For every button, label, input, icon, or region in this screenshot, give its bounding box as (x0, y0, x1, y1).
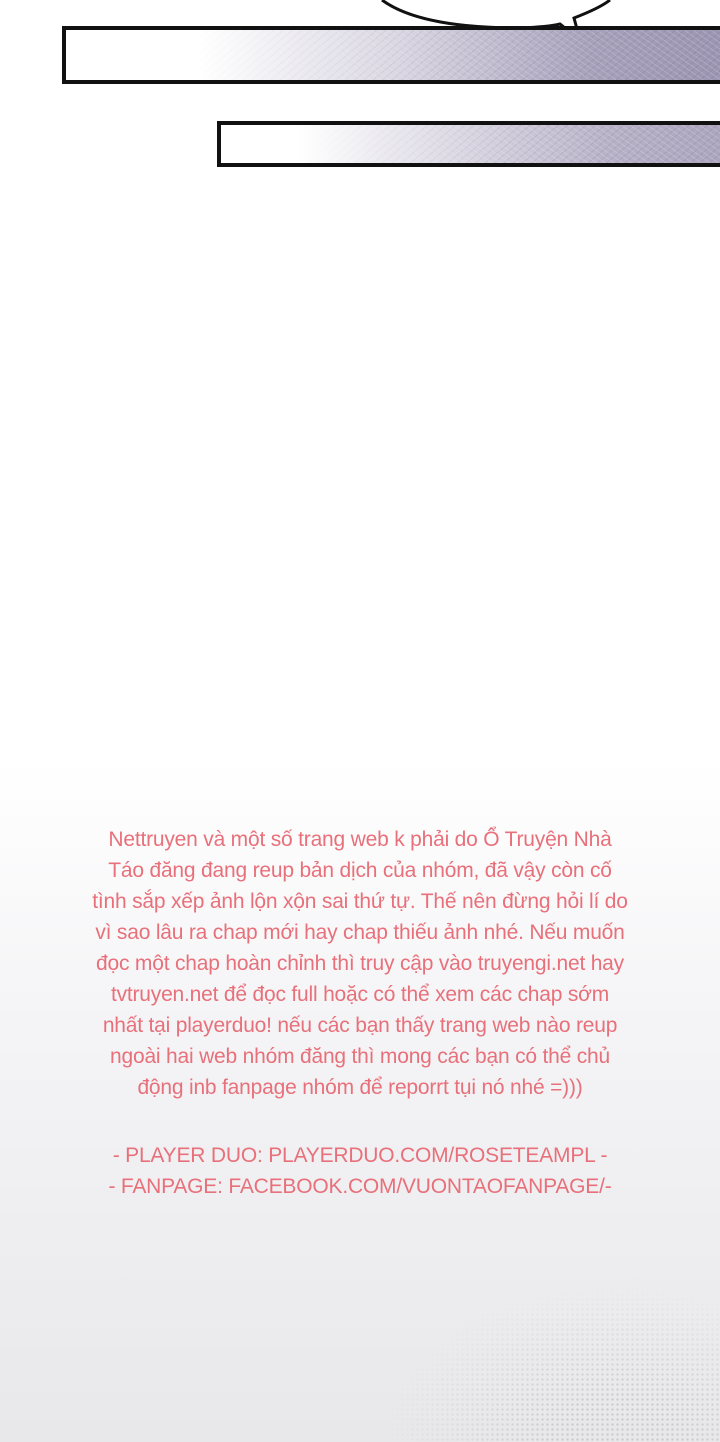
notice-line: Nettruyen và một số trang web k phải do Ổ Truyện Nhà (108, 828, 612, 851)
translator-notice (30, 824, 690, 1103)
hatch-texture (221, 125, 720, 163)
notice-line: ngoài hai web nhóm đăng thì mong các bạn có thể chủ (110, 1045, 610, 1068)
hatch-texture (66, 30, 720, 80)
notice-line: đọc một chap hoàn chỉnh thì truy cập vào truyengi.net hay (96, 952, 624, 975)
notice-line: tvtruyen.net để đọc full hoặc có thể xem các chap sớm (110, 983, 610, 1006)
notice-line: động inb fanpage nhóm để reporrt tụi nó nhé =))) (137, 1076, 583, 1099)
notice-line: tình sắp xếp ảnh lộn xộn sai thứ tự. Thế nên đừng hỏi lí do (92, 890, 628, 913)
panel-bar-second (217, 121, 720, 167)
contact-links (30, 1140, 690, 1202)
panel-bar-top (62, 26, 720, 84)
halftone-texture (380, 1282, 720, 1442)
notice-line: nhất tại playerduo! nếu các bạn thấy trang web nào reup (102, 1014, 618, 1037)
fanpage-link[interactable]: - FANPAGE: FACEBOOK.COM/VUONTAOFANPAGE/- (108, 1175, 612, 1198)
notice-line: Táo đăng đang reup bản dịch của nhóm, đã vậy còn cố (108, 859, 612, 882)
notice-line: vì sao lâu ra chap mới hay chap thiếu ảnh nhé. Nếu muốn (95, 921, 625, 944)
playerduo-link[interactable]: - PLAYER DUO: PLAYERDUO.COM/ROSETEAMPL - (112, 1144, 608, 1167)
